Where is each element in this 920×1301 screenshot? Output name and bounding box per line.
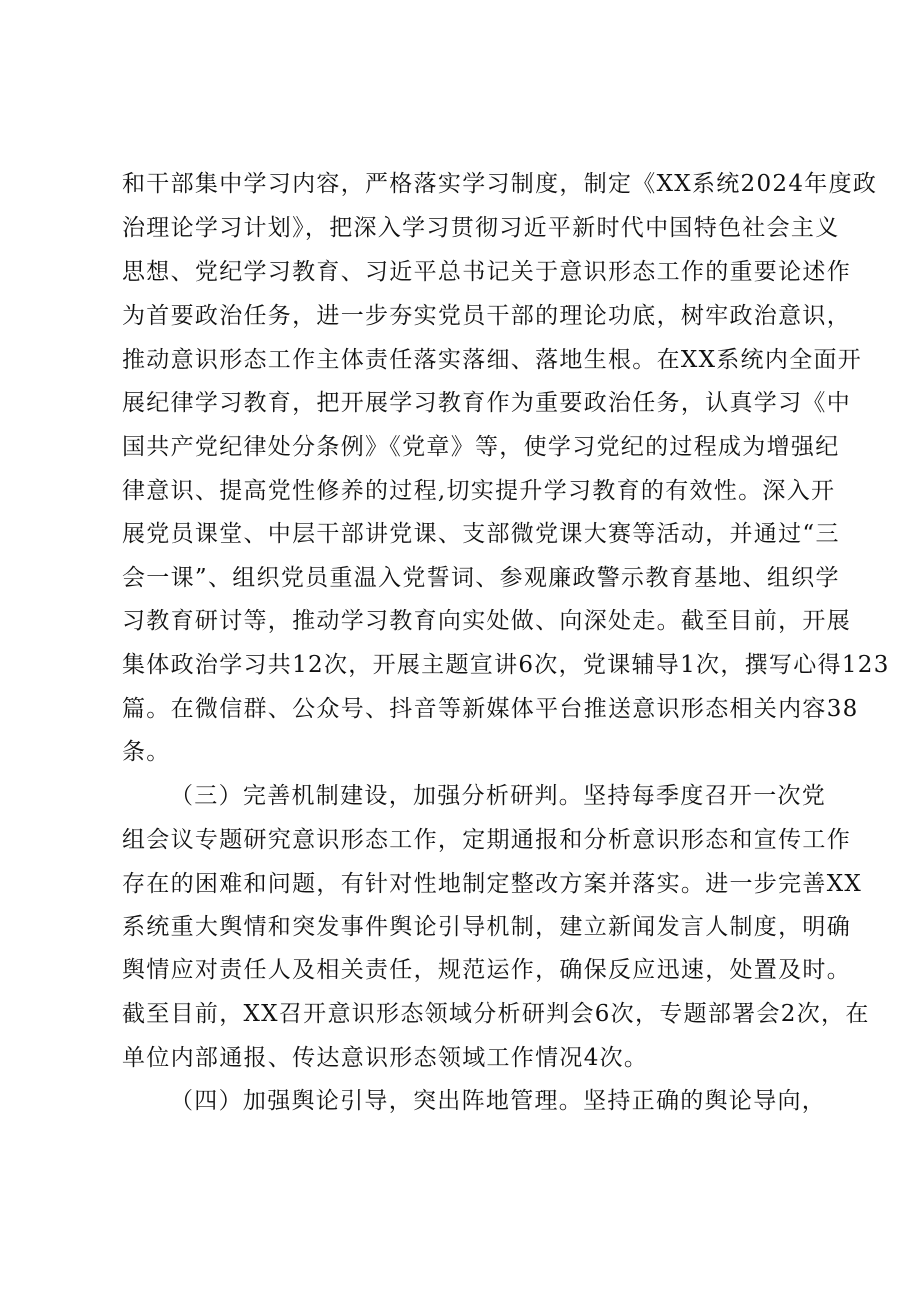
section-heading-3: （三）完善机制建设，加强分析研判。坚持每季度召开一次党	[170, 783, 827, 809]
text-line-14: 条。	[122, 739, 171, 765]
text-line-19: 舆情应对责任人及相关责任，规范运作，确保反应迅速，处置及时。	[122, 957, 851, 983]
text-line-1: 和干部集中学习内容，严格落实学习制度，制定《XX系统2024年度政	[122, 171, 878, 197]
text-line-10: 会一课”、组织党员重温入党誓词、参观廉政警示教育基地、组织学	[122, 565, 840, 591]
text-line-13: 篇。在微信群、公众号、抖音等新媒体平台推送意识形态相关内容38	[122, 696, 859, 722]
text-line-16: 组会议专题研究意识形态工作，定期通报和分析意识形态和宣传工作	[122, 827, 851, 853]
text-line-17: 存在的困难和问题，有针对性地制定整改方案并落实。进一步完善XX	[122, 871, 863, 897]
text-line-20: 截至目前，XX召开意识形态领域分析研判会6次，专题部署会2次，在	[122, 1001, 870, 1027]
text-line-6: 展纪律学习教育，把开展学习教育作为重要政治任务，认真学习《中	[122, 390, 851, 416]
text-line-5: 推动意识形态工作主体责任落实落细、落地生根。在XX系统内全面开	[122, 347, 863, 373]
text-line-8: 律意识、提高党性修养的过程,切实提升学习教育的有效性。深入开	[122, 478, 836, 504]
text-line-7: 国共产党纪律处分条例》《党章》等，使学习党纪的过程成为增强纪	[122, 434, 840, 460]
text-line-18: 系统重大舆情和突发事件舆论引导机制，建立新闻发言人制度，明确	[122, 914, 851, 940]
text-line-11: 习教育研讨等，推动学习教育向实处做、向深处走。截至目前，开展	[122, 608, 851, 634]
text-line-4: 为首要政治任务，进一步夯实党员干部的理论功底，树牢政治意识，	[122, 303, 851, 329]
text-line-2: 治理论学习计划》，把深入学习贯彻习近平新时代中国特色社会主义	[122, 215, 840, 241]
text-line-9: 展党员课堂、中层干部讲党课、支部微党课大赛等活动，并通过“三	[122, 521, 840, 547]
text-line-21: 单位内部通报、传达意识形态领域工作情况4次。	[122, 1045, 649, 1071]
text-line-12: 集体政治学习共12次，开展主题宣讲6次，党课辅导1次，撰写心得123	[122, 652, 890, 678]
section-heading-4: （四）加强舆论引导，突出阵地管理。坚持正确的舆论导向，	[170, 1088, 827, 1114]
text-line-3: 思想、党纪学习教育、习近平总书记关于意识形态工作的重要论述作	[122, 259, 851, 285]
